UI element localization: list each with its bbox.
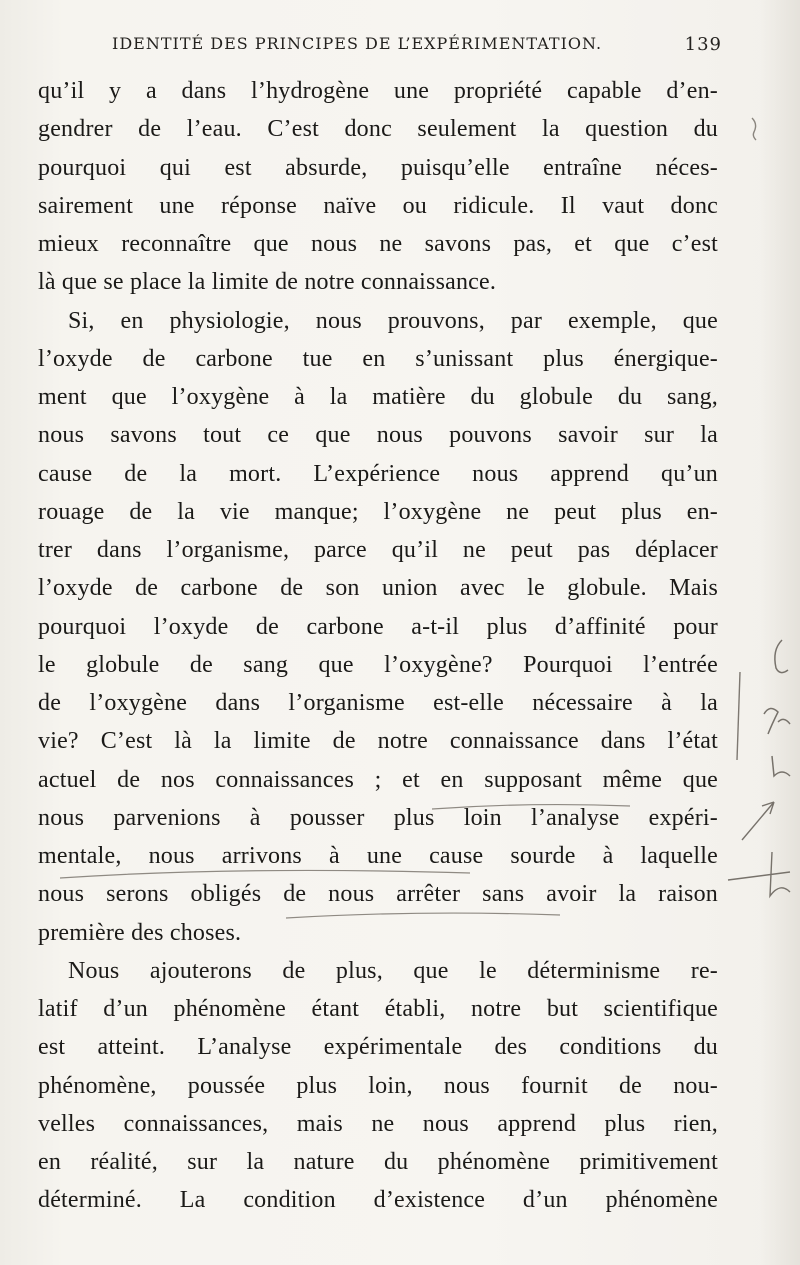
text-line: déterminé. La condition d’existence d’un phénomène — [38, 1187, 718, 1214]
text-line: nous savons tout ce que nous pouvons savoir sur la — [38, 422, 718, 449]
page-number: 139 — [684, 34, 722, 55]
text-line: là que se place la limite de notre connaissance. — [38, 269, 497, 296]
paragraph-start: Nous ajouterons de plus, que le déterminisme re- — [68, 957, 718, 984]
text-line: trer dans l’organisme, parce qu’il ne peut pas déplacer — [38, 537, 718, 563]
text-line: velles connaissances, mais ne nous apprend plus rien, — [38, 1110, 718, 1137]
text-line: le globule de sang que l’oxygène? Pourquoi l’entrée — [38, 651, 718, 678]
text-line: l’oxyde de carbone tue en s’unissant plus énergique- — [38, 345, 718, 372]
text-line: ment que l’oxygène à la matière du globule du sang, — [38, 384, 718, 410]
margin-mark-bracket — [752, 118, 756, 140]
margin-vertical-line — [737, 672, 740, 760]
text-line: pourquoi qui est absurde, puisqu’elle entraîne néces- — [38, 154, 718, 181]
text-line: rouage de la vie manque; l’oxygène ne peut plus en- — [38, 498, 718, 525]
text-line: actuel de nos connaissances ; et en supposant même que — [38, 766, 718, 793]
body-text — [38, 72, 718, 1220]
text-line: de l’oxygène dans l’organisme est-elle nécessaire à la — [38, 690, 718, 716]
text-line: nous parvenions à pousser plus loin l’analyse expéri- — [38, 804, 718, 831]
text-line: mieux reconnaître que nous ne savons pas, et que c’est — [38, 231, 718, 257]
running-header — [112, 34, 722, 53]
text-line: pourquoi l’oxyde de carbone a-t-il plus d’affinité pour — [38, 613, 718, 640]
text-line: phénomène, poussée plus loin, nous fournit de nou- — [38, 1072, 718, 1099]
text-line: vie? C’est là la limite de notre connaissance dans l’état — [38, 728, 718, 755]
paragraph-start: Si, en physiologie, nous prouvons, par exemple, que — [68, 307, 718, 334]
text-line: nous serons obligés de nous arrêter sans avoir la raison — [38, 881, 718, 908]
text-line: qu’il y a dans l’hydrogène une propriété capable d’en- — [38, 78, 718, 104]
text-line: cause de la mort. L’expérience nous apprend qu’un — [38, 460, 718, 487]
text-line: en réalité, sur la nature du phénomène primitivement — [38, 1149, 718, 1175]
page-edge-shadow — [760, 0, 800, 1265]
text-line: latif d’un phénomène étant établi, notre but scientifique — [38, 996, 718, 1022]
text-line: première des choses. — [38, 919, 242, 946]
text-line: est atteint. L’analyse expérimentale des conditions du — [38, 1034, 718, 1061]
running-title: IDENTITÉ DES PRINCIPES DE L’EXPÉRIMENTATION. — [112, 34, 603, 53]
text-line: l’oxyde de carbone de son union avec le globule. Mais — [38, 575, 718, 602]
text-line: sairement une réponse naïve ou ridicule. Il vaut donc — [38, 192, 718, 219]
text-line: gendrer de l’eau. C’est donc seulement la question du — [38, 116, 718, 143]
text-line: mentale, nous arrivons à une cause sourde à laquelle — [38, 843, 718, 869]
